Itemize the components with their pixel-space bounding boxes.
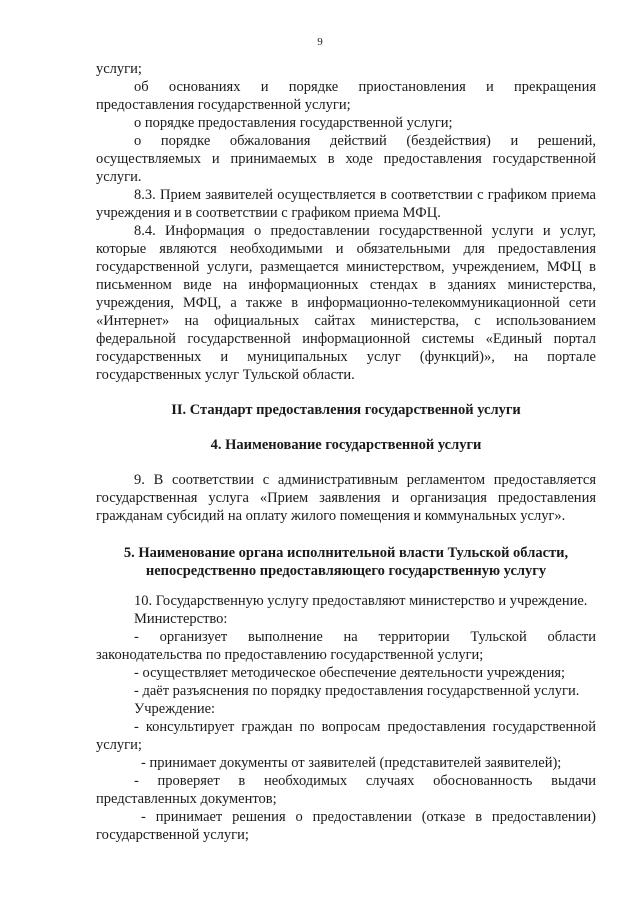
subsection-title-line1: 5. Наименование органа исполнительной власти Тульской области, [123,545,569,561]
list-item: - принимает документы от заявителей (представителей заявителей); [141,755,562,771]
section-title: II. Стандарт предоставления государственной услуги [171,402,521,418]
paragraph: Учреждение: [134,701,216,717]
paragraph: о порядке предоставления государственной услуги; [134,115,453,131]
paragraph: о порядке обжалования действий (бездействия) и решений, осуществляемых и принимаемых в ходе предоставления государственной услуги. [96,133,596,185]
document-body [96,60,596,844]
paragraph: 8.3. Прием заявителей осуществляется в соответствии с графиком приема учреждения и в соответствии с графиком приема МФЦ. [96,187,596,221]
paragraph: 10. Государственную услугу предоставляют министерство и учреждение. [134,593,588,609]
list-item: - проверяет в необходимых случаях обоснованность выдачи представленных документов; [96,773,596,807]
paragraph: 9. В соответствии с административным регламентом предоставляется государственная услуга «Прием заявления и организация предоставления гражданам субсидий на оплату жилого помещения и коммунальных услуг». [96,472,596,524]
list-item: - даёт разъяснения по порядку предоставления государственной услуги. [134,683,580,699]
list-item: - организует выполнение на территории Тульской области законодательства по предоставлению государственной услуги; [96,629,596,663]
paragraph: 8.4. Информация о предоставлении государственной услуги и услуг, которые являются необходимыми и обязательными для предоставления государственной услуги, размещается министерством, учреждением, МФЦ в письменном виде на информационных стендах в зданиях министерства, учреждения, МФЦ, а также в информационно-телекоммуникационной сети «Интернет» на официальных сайтах министерства, с использованием федеральной государственной информационной системы «Единый портал государственных и муниципальных услуг (функций)», на портале государственных услуг Тульской области. [96,223,596,383]
paragraph: об основаниях и порядке приостановления и прекращения предоставления государственной услуги; [96,79,596,113]
subsection-title: 4. Наименование государственной услуги [210,437,482,453]
list-item: - консультирует граждан по вопросам предоставления государственной услуги; [96,719,596,753]
list-item: - осуществляет методическое обеспечение деятельности учреждения; [134,665,566,681]
list-item: - принимает решения о предоставлении (отказе в предоставлении) государственной услуги; [96,809,596,843]
paragraph: услуги; [96,61,142,77]
paragraph: Министерство: [134,611,228,627]
subsection-title-line2: непосредственно предоставляющего государственную услугу [145,563,547,579]
page-number: 9 [317,36,323,48]
